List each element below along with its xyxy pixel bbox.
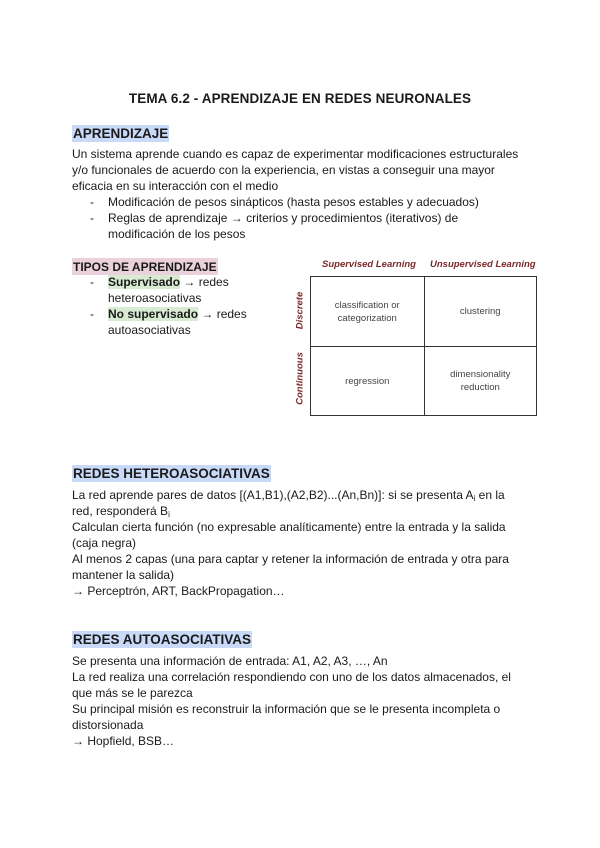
column-header-supervised: Supervised Learning — [322, 259, 416, 270]
section-heading-aprendizaje: APRENDIZAJE — [73, 126, 169, 141]
list-item: - Reglas de aprendizaje → criterios y procedimientos (iterativos) de modificación de los pesos — [90, 211, 459, 241]
auto-line-3: Su principal misión es reconstruir la información que se le presenta incompleta o distorsionada — [72, 702, 501, 732]
section-heading-tipos: TIPOS DE APRENDIZAJE — [73, 260, 217, 274]
section-auto-body — [72, 653, 527, 749]
cell-dimensionality-reduction: dimensionality reduction — [424, 346, 537, 415]
aprendizaje-paragraph: Un sistema aprende cuando es capaz de experimentar modificaciones estructurales y/o funcionales de acuerdo con la experiencia, en vistas a conseguir una mayor eficacia en su interacción con el medio — [72, 147, 519, 193]
hetero-line-2: Calculan cierta función (no expresable analíticamente) entre la entrada y la salida (caja negra) — [72, 520, 506, 550]
cell-regression: regression — [311, 346, 424, 415]
auto-line-2: La red realiza una correlación respondiendo con uno de los datos almacenados, el que más se le parezca — [72, 670, 511, 700]
cell-classification: classification or categorization — [334, 299, 400, 324]
aprendizaje-bullets — [72, 194, 532, 242]
learning-types-table — [290, 255, 540, 420]
section-heading-hetero: REDES HETEROASOCIATIVAS — [73, 466, 270, 481]
hetero-line-3: Al menos 2 capas (una para captar y retener la información de entrada y otra para mantener la salida) — [72, 552, 509, 582]
section-aprendizaje-body — [72, 146, 532, 242]
learning-grid — [310, 276, 537, 416]
row-header-discrete: Discrete — [294, 291, 306, 330]
hetero-line-4: → Perceptrón, ART, BackPropagation… — [72, 584, 285, 598]
page-title: TEMA 6.2 - APRENDIZAJE EN REDES NEURONALES — [128, 91, 472, 106]
list-item: - Modificación de pesos sinápticos (hasta pesos estables y adecuados) — [90, 195, 479, 209]
hetero-line-1: La red aprende pares de datos [(A1,B1),(A2,B2)...(An,Bn)]: si se presenta $A_i$ en la red, responderá $B_i$ — [72, 488, 505, 519]
section-heading-auto: REDES AUTOASOCIATIVAS — [73, 632, 252, 647]
column-header-unsupervised: Unsupervised Learning — [430, 259, 536, 270]
auto-line-4: → Hopfield, BSB… — [72, 734, 175, 748]
cell-clustering: clustering — [424, 277, 537, 346]
row-header-continuous: Continuous — [294, 352, 306, 405]
section-hetero-body — [72, 487, 527, 599]
tipos-list — [72, 274, 282, 338]
list-item: - No supervisado → redes autoasociativas — [90, 307, 247, 337]
auto-line-1: Se presenta una información de entrada: A1, A2, A3, …, An — [72, 654, 388, 668]
list-item: - Supervisado → redes heteroasociativas — [90, 275, 229, 305]
